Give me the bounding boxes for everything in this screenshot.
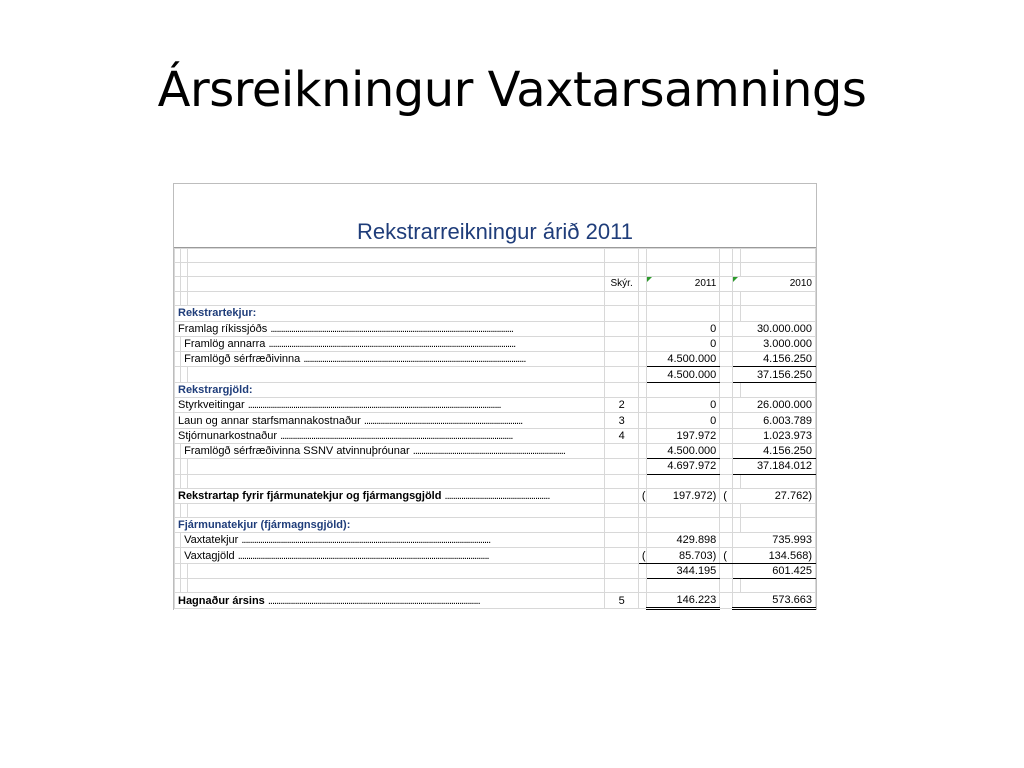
- subtotal-row: [175, 563, 816, 578]
- subtotal-2011: 344.195: [647, 563, 720, 578]
- total-2010: 573.663: [732, 593, 816, 609]
- table-row: [175, 249, 816, 263]
- subtotal-row: [175, 367, 816, 382]
- subtotal-row: [175, 459, 816, 474]
- table-row: Vaxtatekjur ......................................................................................................................... 429.898 735.993: [175, 533, 816, 548]
- table-row: [175, 579, 816, 593]
- note-ref: 4: [605, 428, 639, 443]
- value-2010: 1.023.973: [732, 428, 816, 443]
- total-row: Hagnaður ársins ....................................................................................................... 5 146.223 573.663: [175, 593, 816, 609]
- value-2011: 85.703): [647, 548, 720, 563]
- value-2010: 26.000.000: [732, 398, 816, 413]
- spreadsheet: [173, 183, 817, 610]
- subtotal-2010: 37.156.250: [732, 367, 816, 382]
- section-financial: Fjármunatekjur (fjármagnsgjöld):: [175, 517, 605, 532]
- table-row: [175, 292, 816, 306]
- row-label: Rekstrartap fyrir fjármunatekjur og fjármangsgjöld: [178, 489, 442, 502]
- marker-icon: [647, 277, 652, 282]
- table-row: Stjórnunarkostnaður ................................................................................................................. 4 197.972 1.023.973: [175, 428, 816, 443]
- value-2010: 3.000.000: [732, 336, 816, 351]
- subtotal-2011: 4.697.972: [647, 459, 720, 474]
- row-label: Framlög annarra: [184, 338, 266, 351]
- value-2010: 30.000.000: [732, 321, 816, 336]
- value-2011: 197.972): [647, 488, 720, 503]
- header-note: Skýr.: [605, 277, 639, 292]
- table-row: [175, 474, 816, 488]
- value-2010: 4.156.250: [732, 352, 816, 367]
- row-label: Framlögð sérfræðivinna: [184, 353, 301, 366]
- row-label: Laun og annar starfsmannakostnaður: [178, 414, 361, 427]
- table-row: [175, 263, 816, 277]
- table-row: Vaxtagjöld .......................................................................................................................... ( 85.703) ( 134.568): [175, 548, 816, 563]
- marker-icon: [733, 277, 738, 282]
- section-income: Rekstrartekjur:: [175, 306, 605, 321]
- value-2011: 4.500.000: [647, 443, 720, 458]
- paren-2011: (: [638, 548, 646, 563]
- subtotal-2010: 37.184.012: [732, 459, 816, 474]
- value-2011: 0: [647, 336, 720, 351]
- header-2010: 2010: [732, 277, 816, 292]
- note-ref: 2: [605, 398, 639, 413]
- paren-2010: (: [720, 548, 732, 563]
- row-label: Framlag ríkissjóðs: [178, 322, 268, 335]
- subtotal-2011: 4.500.000: [647, 367, 720, 382]
- table-row: Framlögð sérfræðivinna SSNV atvinnuþróunar .......................................................................... 4.500.000 4.156.250: [175, 443, 816, 458]
- sheet-title: Rekstrarreikningur árið 2011: [174, 184, 816, 248]
- table-row: Framlag ríkissjóðs ...................................................................................................................... 0 30.000.000: [175, 321, 816, 336]
- note-ref: 3: [605, 413, 639, 428]
- row-label: Styrkveitingar: [178, 399, 245, 412]
- value-2010: 4.156.250: [732, 443, 816, 458]
- table-row: Framlögð sérfræðivinna ............................................................................................................ 4.500.000 4.156.250: [175, 352, 816, 367]
- value-2011: 0: [647, 398, 720, 413]
- value-2011: 4.500.000: [647, 352, 720, 367]
- table-row: Styrkveitingar ........................................................................................................................... 2 0 26.000.000: [175, 398, 816, 413]
- value-2011: 0: [647, 321, 720, 336]
- header-row: [175, 277, 816, 292]
- row-label: Vaxtagjöld: [184, 549, 235, 562]
- value-2011: 197.972: [647, 428, 720, 443]
- table-row: Rekstrartap fyrir fjármunatekjur og fjármangsgjöld ................................................... ( 197.972) ( 27.762): [175, 488, 816, 503]
- paren-2010: (: [720, 488, 732, 503]
- table-row: [175, 503, 816, 517]
- value-2010: 27.762): [732, 488, 816, 503]
- value-2010: 6.003.789: [732, 413, 816, 428]
- section-row: [175, 306, 816, 321]
- row-label: Stjórnunarkostnaður: [178, 429, 278, 442]
- value-2011: 0: [647, 413, 720, 428]
- table-row: Framlög annarra ........................................................................................................................ 0 3.000.000: [175, 336, 816, 351]
- section-expenses: Rekstrargjöld:: [175, 382, 605, 397]
- value-2010: 735.993: [732, 533, 816, 548]
- header-2011: 2011: [647, 277, 720, 292]
- row-label: Framlögð sérfræðivinna SSNV atvinnuþróunar: [184, 445, 410, 458]
- row-label: Vaxtatekjur: [184, 534, 239, 547]
- slide-title: Ársreikningur Vaxtarsamnings: [157, 62, 867, 118]
- total-2011: 146.223: [647, 593, 720, 609]
- value-2010: 134.568): [732, 548, 816, 563]
- section-row: [175, 517, 816, 532]
- value-2011: 429.898: [647, 533, 720, 548]
- note-ref: 5: [605, 593, 639, 609]
- subtotal-2010: 601.425: [732, 563, 816, 578]
- section-row: [175, 382, 816, 397]
- table-row: Laun og annar starfsmannakostnaður ............................................................................. 3 0 6.003.789: [175, 413, 816, 428]
- row-label: Hagnaður ársins: [178, 594, 265, 607]
- paren-2011: (: [638, 488, 646, 503]
- income-statement-table: [174, 248, 816, 610]
